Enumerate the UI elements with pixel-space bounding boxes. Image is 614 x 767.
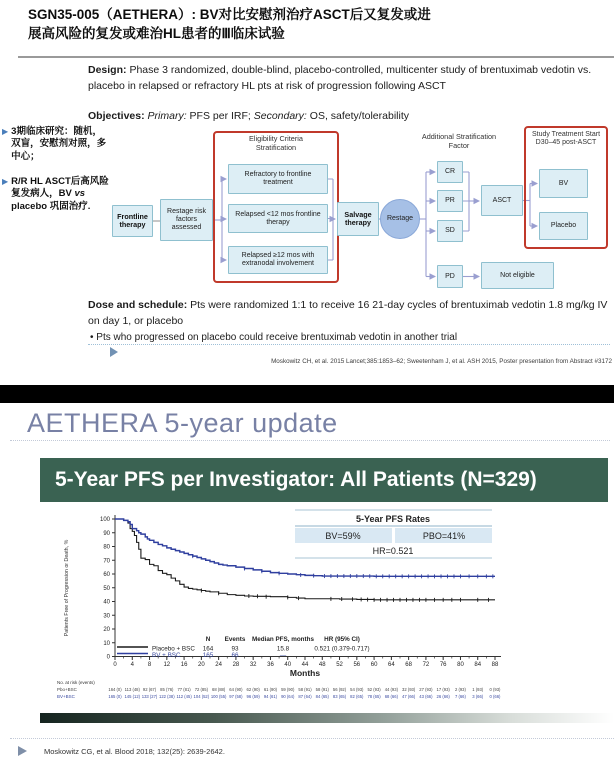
svg-text:3 (66): 3 (66) <box>472 694 484 699</box>
slide2-citation: Moskowitz CG, et al. Blood 2018; 132(25): 2639-2642. <box>44 747 225 756</box>
svg-text:43 (66): 43 (66) <box>419 694 433 699</box>
objectives-primary-label: Primary: <box>147 110 187 122</box>
svg-text:83 (65): 83 (65) <box>332 694 347 699</box>
footer-dotted-divider <box>10 738 614 739</box>
salvage-therapy-box: Salvage therapy <box>337 202 379 236</box>
svg-text:20: 20 <box>103 627 110 633</box>
svg-text:40: 40 <box>284 662 292 668</box>
slide1-title-line1: SGN35-005（AETHERA）: BV对比安慰剂治疗ASCT后又复发或进 <box>28 7 431 22</box>
svg-text:64: 64 <box>388 662 395 668</box>
bullet-text <box>11 176 110 213</box>
design-label: Design: <box>88 64 127 76</box>
not-eligible-box: Not eligible <box>481 262 554 289</box>
list-item <box>2 176 110 213</box>
svg-text:BV + BSC: BV + BSC <box>152 652 181 659</box>
svg-text:88: 88 <box>491 662 499 668</box>
dose-sub-bullet: • Pts who progressed on placebo could receive brentuximab vedotin in another trial <box>90 332 610 343</box>
svg-text:68: 68 <box>405 662 412 668</box>
svg-text:Median PFS, months: Median PFS, months <box>252 636 314 643</box>
svg-text:100: 100 <box>99 517 110 523</box>
refractory-frontline-box: Refractory to frontline treatment <box>228 164 328 194</box>
frontline-therapy-box: Frontline therapy <box>112 205 153 237</box>
svg-text:26 (66): 26 (66) <box>436 694 450 699</box>
km-survival-chart <box>55 505 610 707</box>
svg-text:70: 70 <box>103 558 110 565</box>
svg-text:80: 80 <box>457 662 464 668</box>
bv-box: BV <box>539 169 588 198</box>
svg-text:52 (93): 52 (93) <box>367 687 381 692</box>
bottom-gradient-bar <box>40 713 614 723</box>
svg-text:44: 44 <box>301 662 309 668</box>
objectives-paragraph <box>88 109 606 125</box>
placebo-box: Placebo <box>539 212 588 240</box>
bullet-text-post: placebo 巩固治疗. <box>11 200 91 212</box>
svg-text:80: 80 <box>103 544 110 551</box>
footer-triangle-icon <box>18 746 27 756</box>
svg-text:8: 8 <box>147 662 152 668</box>
svg-text:16: 16 <box>180 662 188 668</box>
asct-box: ASCT <box>481 185 523 216</box>
svg-text:113 (48): 113 (48) <box>124 687 140 692</box>
slide1-citation: Moskowitz CH, et al. 2015 Lancet;385:1853–62; Sweetenham J, et al. ASH 2015, Poster presentation from Abstract #3172 <box>271 358 612 365</box>
bullet-text-vs: vs <box>74 188 86 200</box>
svg-text:112 (45): 112 (45) <box>176 694 192 699</box>
svg-text:78 (65): 78 (65) <box>367 694 381 699</box>
relapsed-ge12-box: Relapsed ≥12 mos with extranodal involvement <box>228 246 328 274</box>
slide1-bullet-list <box>2 126 110 226</box>
svg-text:5-Year PFS Rates: 5-Year PFS Rates <box>355 514 431 524</box>
svg-text:61 (90): 61 (90) <box>263 687 278 692</box>
svg-text:87 (64): 87 (64) <box>298 694 312 699</box>
study-treatment-title: Study Treatment Start D30–45 post-ASCT <box>531 131 601 147</box>
svg-text:60: 60 <box>103 572 110 578</box>
objectives-label: Objectives: <box>88 110 145 122</box>
svg-text:84 (65): 84 (65) <box>315 694 329 699</box>
dose-paragraph <box>88 298 610 330</box>
svg-text:32: 32 <box>249 662 257 668</box>
svg-text:No. at risk (events): No. at risk (events) <box>57 680 95 685</box>
svg-text:52: 52 <box>336 662 343 668</box>
design-paragraph <box>88 63 606 95</box>
slide1-title-line2: 展高风险的复发或难治HL患者的Ⅲ临床试验 <box>28 25 285 41</box>
eligibility-criteria-title: Eligibility Criteria Stratification <box>249 134 303 152</box>
svg-text:28: 28 <box>232 662 240 668</box>
svg-text:164 (0): 164 (0) <box>108 687 122 692</box>
svg-text:84: 84 <box>474 662 482 668</box>
svg-text:85 (76): 85 (76) <box>160 687 174 692</box>
svg-text:HR=0.521: HR=0.521 <box>372 546 414 556</box>
dose-text: Pts were randomized 1:1 to receive 16 21-day cycles of brentuximab vedotin 1.8 mg/kg IV on day 1, or placebo <box>88 299 608 327</box>
svg-text:Placebo + BSC: Placebo + BSC <box>152 645 195 653</box>
svg-text:2 (93): 2 (93) <box>454 687 466 692</box>
chart-banner-title: 5-Year PFS per Investigator: All Patients (N=329) <box>40 458 608 502</box>
svg-text:27 (93): 27 (93) <box>419 687 433 692</box>
svg-text:93: 93 <box>231 645 239 653</box>
svg-text:82 (65): 82 (65) <box>350 694 364 699</box>
svg-text:24: 24 <box>215 662 222 668</box>
svg-text:44 (93): 44 (93) <box>384 687 399 692</box>
svg-text:Pbo+BSC: Pbo+BSC <box>57 687 77 692</box>
svg-text:20: 20 <box>198 662 205 668</box>
svg-text:N: N <box>205 636 211 643</box>
svg-text:145 (12): 145 (12) <box>124 694 141 699</box>
cr-box: CR <box>437 161 463 183</box>
svg-text:58 (91): 58 (91) <box>315 687 329 692</box>
svg-text:32 (93): 32 (93) <box>401 687 416 692</box>
svg-text:HR (95% CI): HR (95% CI) <box>324 636 360 643</box>
svg-text:0.521 (0.379-0.717): 0.521 (0.379-0.717) <box>314 645 370 653</box>
svg-text:50: 50 <box>103 585 110 592</box>
list-item <box>2 126 110 163</box>
sd-box: SD <box>437 220 463 242</box>
svg-text:97 (58): 97 (58) <box>229 694 243 699</box>
design-text: Phase 3 randomized, double-blind, placebo-controlled, multicenter study of brentuximab vedotin vs. placebo in relapsed or refractory HL pts at risk of progression following ASCT <box>88 64 592 92</box>
svg-text:76: 76 <box>439 662 447 668</box>
slide2-title: AETHERA 5-year update <box>27 408 338 438</box>
svg-text:100 (55): 100 (55) <box>210 694 227 699</box>
svg-text:PBO=41%: PBO=41% <box>422 531 466 541</box>
svg-text:104 (52): 104 (52) <box>193 694 210 699</box>
svg-text:59 (90): 59 (90) <box>281 687 295 692</box>
svg-text:164: 164 <box>202 645 214 653</box>
arrow-bullet-icon: ▶ <box>2 127 9 136</box>
svg-text:30: 30 <box>103 613 110 620</box>
svg-text:133 (27): 133 (27) <box>141 694 158 699</box>
svg-text:4: 4 <box>130 662 134 668</box>
svg-text:15.8: 15.8 <box>276 645 290 653</box>
km-curve-bv <box>115 519 495 576</box>
svg-text:64 (90): 64 (90) <box>229 687 243 692</box>
svg-text:0: 0 <box>106 654 110 661</box>
svg-text:62 (90): 62 (90) <box>246 687 260 692</box>
objectives-secondary-label: Secondary: <box>253 110 307 122</box>
svg-text:—: — <box>279 652 287 659</box>
svg-text:47 (66): 47 (66) <box>401 694 416 699</box>
svg-text:0 (93): 0 (93) <box>489 687 501 692</box>
svg-text:56: 56 <box>353 662 361 668</box>
pd-box: PD <box>437 265 463 288</box>
svg-text:165: 165 <box>202 652 214 659</box>
svg-text:58 (91): 58 (91) <box>298 687 312 692</box>
svg-text:36: 36 <box>267 662 274 668</box>
restage-circle: Restage <box>380 199 420 239</box>
relapsed-lt12-box: Relapsed <12 mos frontline therapy <box>228 204 328 233</box>
study-flow-diagram <box>105 125 614 303</box>
slide1-title <box>28 6 594 44</box>
svg-text:68 (88): 68 (88) <box>211 687 226 692</box>
svg-text:165 (0): 165 (0) <box>108 694 122 699</box>
svg-text:48: 48 <box>318 662 326 668</box>
svg-text:94 (61): 94 (61) <box>263 694 278 699</box>
svg-text:56 (92): 56 (92) <box>332 687 347 692</box>
svg-text:Events: Events <box>224 636 246 643</box>
svg-text:72 (85): 72 (85) <box>194 687 209 692</box>
bullet-text-pre: R/R HL ASCT后高风险复发病人，BV <box>11 176 109 200</box>
restage-risk-box: Restage risk factors assessed <box>160 199 213 241</box>
svg-text:72: 72 <box>422 662 430 668</box>
svg-text:54 (93): 54 (93) <box>350 687 364 692</box>
svg-text:17 (93): 17 (93) <box>436 687 450 692</box>
arrow-bullet-icon: ▶ <box>2 177 9 187</box>
footer-dotted-divider <box>88 344 610 345</box>
objectives-primary-text: PFS per IRF; <box>189 110 251 122</box>
title-divider <box>18 56 614 58</box>
pr-box: PR <box>437 190 463 212</box>
svg-text:92 (67): 92 (67) <box>142 687 157 692</box>
svg-text:68 (66): 68 (66) <box>384 694 399 699</box>
svg-text:BV=59%: BV=59% <box>325 531 361 541</box>
svg-text:77 (81): 77 (81) <box>177 687 191 692</box>
svg-text:90 (64): 90 (64) <box>281 694 295 699</box>
svg-text:10: 10 <box>103 640 110 647</box>
footer-triangle-icon <box>110 347 118 357</box>
svg-text:0 (66): 0 (66) <box>489 694 501 699</box>
slide2-title-dotted-divider <box>10 440 610 441</box>
svg-text:0: 0 <box>113 662 117 668</box>
svg-text:12: 12 <box>163 662 171 668</box>
svg-text:Months: Months <box>289 668 321 678</box>
svg-text:Patients Free of Progression o: Patients Free of Progression or Death, % <box>64 539 70 637</box>
svg-text:60: 60 <box>370 662 378 668</box>
svg-text:40: 40 <box>103 599 110 606</box>
svg-text:90: 90 <box>103 530 110 537</box>
bullet-text: 3期临床研究：随机，双盲，安慰剂对照，多中心； <box>11 126 107 162</box>
svg-text:BV+BSC: BV+BSC <box>57 694 75 699</box>
svg-text:96 (59): 96 (59) <box>246 694 260 699</box>
additional-stratification-title: Additional Stratification Factor <box>421 132 497 150</box>
svg-text:7 (66): 7 (66) <box>454 694 466 699</box>
slide-separator-bar <box>0 385 614 403</box>
svg-text:122 (38): 122 (38) <box>159 694 175 699</box>
svg-text:1 (93): 1 (93) <box>472 687 484 692</box>
objectives-secondary-text: OS, safety/tolerability <box>309 110 409 122</box>
dose-label: Dose and schedule: <box>88 299 188 311</box>
svg-text:66: 66 <box>231 652 239 659</box>
